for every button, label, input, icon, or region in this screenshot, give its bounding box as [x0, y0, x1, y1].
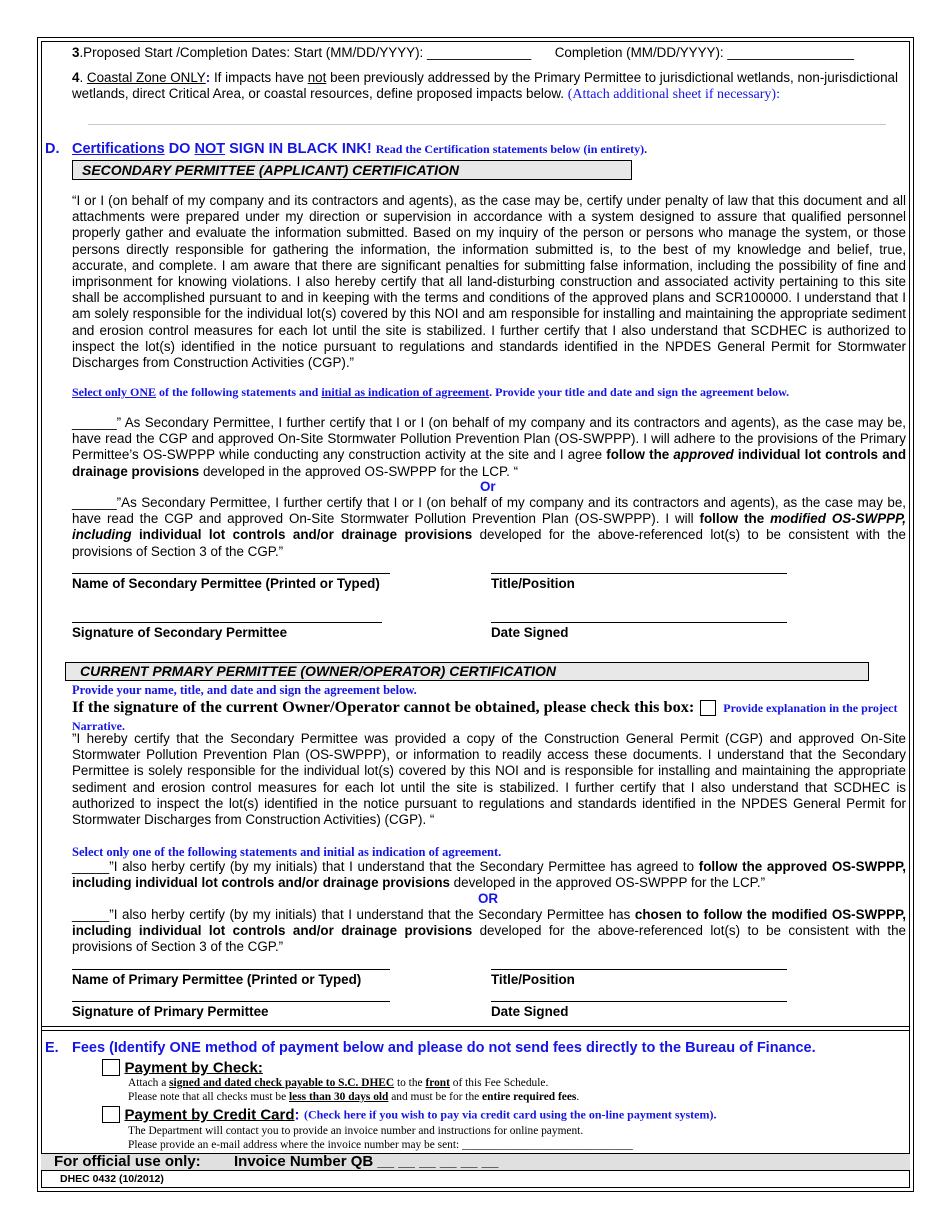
opt2-b: follow the: [699, 511, 771, 527]
primary-name-line[interactable]: [72, 969, 390, 970]
payment-card-checkbox[interactable]: [102, 1106, 120, 1123]
section-e-divider-top: [41, 1026, 910, 1027]
primary-cert-heading: CURRENT PRMARY PERMITTEE (OWNER/OPERATOR) CERTIFICATION: [65, 662, 869, 681]
item4-coastal-zone: 4. Coastal Zone ONLY: If impacts have not been previously addressed by the Primary Permittee to jurisdictional wetlands, non-jurisdictional wetlands, direct Critical Area, or coastal resources, define proposed impacts below. (Attach additional sheet if necessary):: [72, 70, 898, 103]
secondary-title-label: Title/Position: [491, 576, 575, 591]
check-l1-d: front: [425, 1077, 450, 1089]
check-l1-a: Attach a: [128, 1077, 170, 1089]
opt1-e: developed in the approved OS-SWPPP for the LCP. “: [199, 463, 519, 479]
primary-title-line[interactable]: [491, 969, 787, 970]
or-separator-2: OR: [478, 891, 499, 906]
primary-date-line[interactable]: [491, 1001, 787, 1002]
check-l2-e: .: [576, 1091, 580, 1103]
section-d-do: DO: [168, 141, 191, 157]
section-e-letter: E.: [45, 1040, 59, 1056]
check-l1-b: signed and dated check payable to S.C. DHEC: [169, 1077, 395, 1089]
card-instructions-1: The Department will contact you to provide an invoice number and instructions for online payment.: [128, 1125, 584, 1137]
primary-option-2[interactable]: [72, 907, 906, 956]
primary-explain-note: Provide explanation in the project Narrative.: [72, 701, 898, 733]
primary-if-sig-text: If the signature of the current Owner/Operator cannot be obtained, please check this box:: [72, 697, 695, 716]
item4-text-a: If impacts have: [210, 70, 308, 85]
invoice-number-field[interactable]: Invoice Number QB __ __ __ __ __ __: [234, 1153, 499, 1170]
item4-text-b: been previously addressed by the Primary Permittee to jurisdictional wetlands, non-jurisdictional wetlands, direct Critical Area, or coastal resources, define proposed impacts below.: [72, 70, 898, 102]
primary-name-label: Name of Primary Permittee (Printed or Typed): [72, 972, 362, 987]
p-opt2-b: chosen to follow the modified OS-SWPPP, including individual lot controls and/or drainage provisions: [72, 907, 906, 939]
check-l1-c: to the: [394, 1077, 426, 1089]
official-use-label: For official use only:: [54, 1153, 201, 1170]
item3-start-label: .Proposed Start /Completion Dates: Start (MM/DD/YYYY): ______________: [79, 45, 532, 60]
section-e-heading: Fees (Identify ONE method of payment below and please do not send fees directly to the Bureau of Finance.: [72, 1040, 816, 1056]
secondary-signature-label: Signature of Secondary Permittee: [72, 625, 288, 640]
p-opt2-c: developed for the above-referenced lot(s) to be consistent with the provisions of Section 3 of the CGP.”: [72, 923, 906, 955]
payment-check-checkbox[interactable]: [102, 1059, 120, 1076]
card-email-field[interactable]: Please provide an e-mail address where the invoice number may be sent: ______________________________: [128, 1139, 633, 1151]
opt1-c: approved: [673, 447, 734, 463]
owner-signature-unavailable-checkbox[interactable]: [700, 700, 716, 716]
item4-colon: :: [205, 70, 211, 85]
secondary-name-line[interactable]: [72, 573, 390, 574]
primary-signature-label: Signature of Primary Permittee: [72, 1004, 269, 1019]
primary-option-1[interactable]: [72, 859, 906, 891]
item3-dates: [72, 45, 912, 61]
p-opt1-b: follow the approved OS-SWPPP, including individual lot controls and/or drainage provisions: [72, 859, 907, 891]
p-opt1-c: developed in the approved OS-SWPPP for the LCP.”: [449, 875, 766, 891]
secondary-date-label: Date Signed: [491, 625, 569, 640]
item4-not: not: [307, 70, 327, 85]
check-l2-d: entire required fees: [482, 1091, 577, 1103]
select-one: ONE: [130, 385, 157, 399]
check-l2-c: and must be for the: [388, 1091, 483, 1103]
secondary-option-1[interactable]: [72, 415, 906, 480]
item4-attach-note: (Attach additional sheet if necessary):: [567, 87, 780, 103]
primary-date-label: Date Signed: [491, 1004, 569, 1019]
opt1-d: individual lot controls and drainage provisions: [72, 447, 907, 479]
primary-signature-line[interactable]: [72, 1001, 390, 1002]
select-initial: initial as indication of agreement: [321, 385, 490, 399]
primary-checkbox-row: [72, 698, 910, 735]
secondary-date-line[interactable]: [491, 622, 787, 623]
payment-check-label: Payment by Check:: [124, 1059, 263, 1077]
section-d-read-note: Read the Certification statements below (in entirety).: [375, 142, 648, 156]
section-d-not: NOT: [194, 141, 226, 157]
section-d-heading: [72, 141, 647, 158]
primary-title-label: Title/Position: [491, 972, 575, 987]
section-d-certifications: Certifications: [72, 141, 165, 157]
select-c: . Provide your title and date and sign the agreement below.: [489, 385, 790, 399]
payment-card-label: Payment by Credit Card: [124, 1106, 295, 1124]
item3-completion-label: Completion (MM/DD/YYYY): _________________: [554, 45, 854, 60]
secondary-option-2[interactable]: [72, 495, 906, 560]
or-separator-1: Or: [480, 479, 496, 494]
coastal-impacts-line[interactable]: [88, 124, 886, 125]
opt2-c: modified OS-SWPPP, including: [72, 511, 906, 543]
p-opt2-a: _____”I also herby certify (by my initials) that I understand that the Secondary Permittee has: [72, 907, 635, 922]
item4-heading: Coastal Zone ONLY: [86, 70, 206, 85]
section-d-letter: D.: [45, 141, 60, 157]
check-instructions-2: [128, 1090, 579, 1104]
primary-provide-note: Provide your name, title, and date and sign the agreement below.: [72, 683, 417, 697]
check-l2-b: less than 30 days old: [289, 1091, 389, 1103]
opt2-e: developed for the above-referenced lot(s) to be consistent with the provisions of Section 3 of the CGP.”: [72, 527, 906, 559]
secondary-cert-heading: SECONDARY PERMITTEE (APPLICANT) CERTIFICATION: [72, 160, 632, 180]
secondary-name-label: Name of Secondary Permittee (Printed or Typed): [72, 576, 380, 591]
secondary-select-instruction: [72, 385, 906, 400]
check-instructions-1: [128, 1076, 548, 1090]
select-b: of the following statements and: [156, 385, 322, 399]
opt2-d: individual lot controls and/or drainage provisions: [131, 527, 473, 543]
check-l1-e: of this Fee Schedule.: [449, 1077, 549, 1089]
primary-select-instruction: Select only one of the following statements and initial as indication of agreement.: [72, 845, 502, 859]
section-e-divider-bottom: [41, 1030, 910, 1031]
item4-number: 4: [72, 70, 80, 85]
check-l2-a: Please note that all checks must be: [128, 1091, 290, 1103]
secondary-signature-line[interactable]: [72, 622, 382, 623]
payment-card-note: (Check here if you wish to pay via credit card using the on-line payment system).: [303, 1107, 717, 1122]
item3-number: 3: [72, 45, 80, 60]
form-id: DHEC 0432 (10/2012): [60, 1173, 164, 1185]
payment-card-row: [102, 1106, 717, 1124]
p-opt1-a: _____”I also herby certify (by my initials) that I understand that the Secondary Permittee has agreed to: [72, 859, 699, 874]
payment-card-colon: :: [294, 1106, 300, 1124]
opt1-b: follow the: [606, 447, 674, 463]
secondary-cert-text: “I or I (on behalf of my company and its contractors and agents), as the case may be, certify under penalty of law that this document and all attachments were prepared under my direction or supervision in accordance with a system designed to assure that qualified personnel properly gather and evaluate the information submitted. Based on my inquiry of the person or persons who manage the system, or those persons directly responsible for gathering the information, the information submitted is, to the best of my knowledge and belief, true, accurate, and complete. I am aware that there are significant penalties for submitting false information, including the possibility of fine and imprisonment for knowing violations. I also hereby certify that all land-disturbing construction and associated activity pertaining to this site shall be accomplished pursuant to and in keeping with the terms and conditions of the approved plans and SCR100000. I understand that I am solely responsible for the individual lot(s) covered by this NOI and am responsible for installing and maintaining the appropriate sediment and erosion control measures for each lot until the site is stabilized. I further certify that I also understand that SCDHEC is authorized to inspect the lot(s) identified in the notice pursuant to regulations and standards identified in the NPDES General Permit for Stormwater Discharges from Construction Activities (CGP).”: [72, 193, 906, 371]
payment-check-row: [102, 1059, 263, 1077]
primary-cert-text: ”I hereby certify that the Secondary Permittee was provided a copy of the Construction General Permit (CGP) and approved On-Site Stormwater Pollution Prevention Plan (OS-SWPPP), or information to readily access these documents. I understand that the Secondary Permittee is solely responsible for the individual lot(s) covered by this NOI and is responsible for installing and maintaining the appropriate sediment and erosion control measures for each lot until the site is stabilized. I further certify that I also understand that SCDHEC is authorized to inspect the lot(s) identified in the notice pursuant to regulations and standards identified in the NPDES General Permit for Stormwater Discharges from Construction Activities) (CGP). “: [72, 731, 906, 828]
opt2-a: ______”As Secondary Permittee, I further certify that I or I (on behalf of my company and its contractors and agents), as the case may be, have read the CGP and approved On-Site Stormwater Pollution Prevention Plan (OS-SWPPP). I will: [72, 495, 906, 527]
section-d-rest: SIGN IN BLACK INK!: [229, 141, 372, 157]
secondary-title-line[interactable]: [491, 573, 787, 574]
opt1-a: ______” As Secondary Permittee, I further certify that I or I (on behalf of my company and its contractors and agents), as the case may be, have read the CGP and approved On-Site Stormwater Pollution Prevention Plan (OS-SWPPP). I will adhere to the provisions of the Primary Permittee’s OS-SWPPP while conducting any construction activity at the site and I agree: [72, 415, 906, 463]
select-a: Select only: [72, 385, 130, 399]
